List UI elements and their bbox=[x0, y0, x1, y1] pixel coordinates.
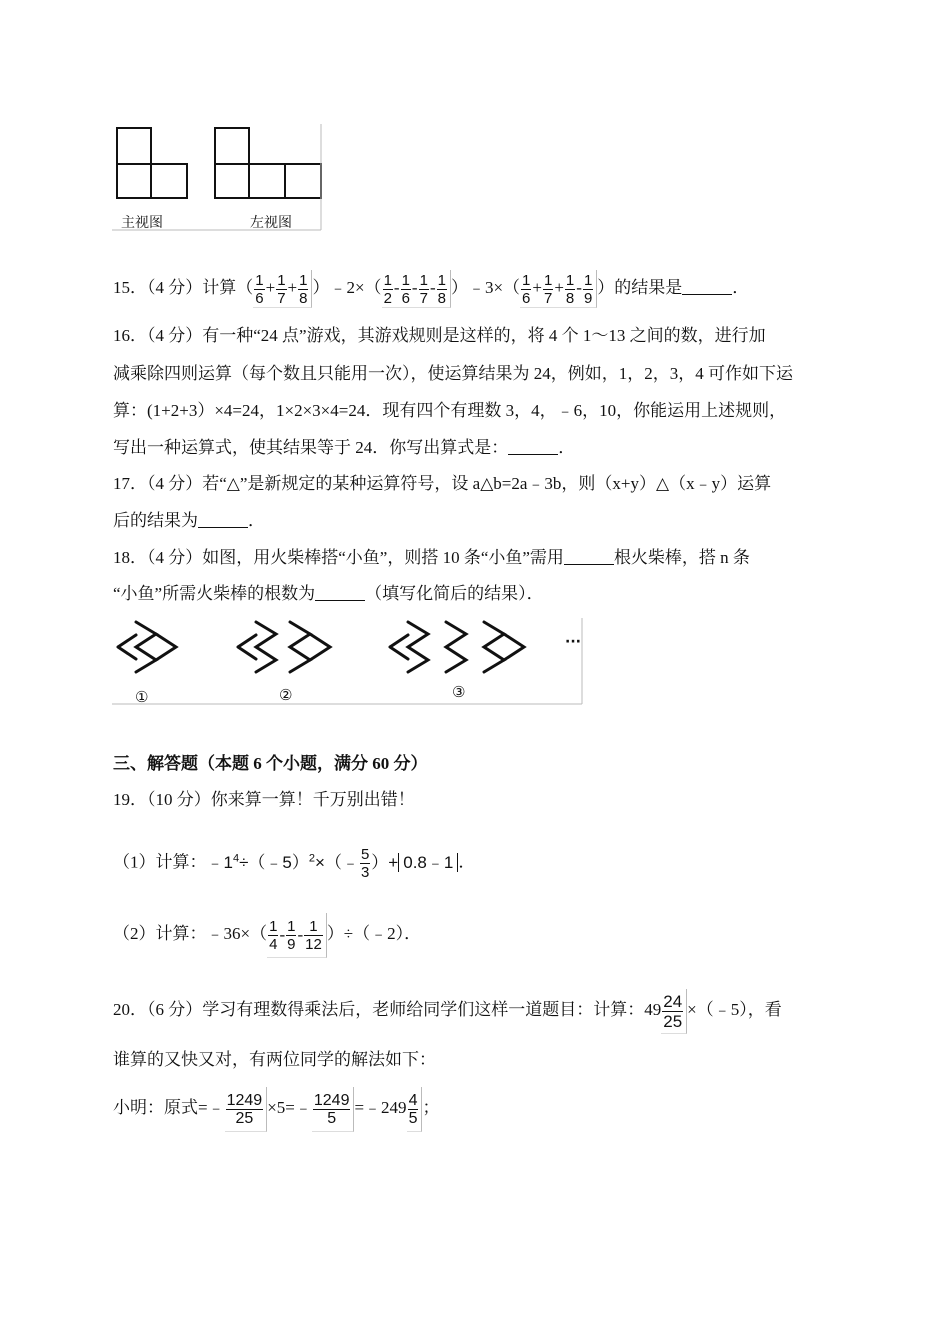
fish-figure-1 bbox=[118, 622, 176, 672]
absolute-value-expression: 0.8﹣1 bbox=[398, 853, 458, 872]
front-view-cell-bl bbox=[117, 164, 151, 198]
q17-answer-blank bbox=[198, 511, 248, 528]
question-18-line-1: 18．（4 分）如图，用火柴棒搭“小鱼”，则搭 10 条“小鱼”需用 根火柴棒，搭 n 条 bbox=[113, 548, 750, 567]
fraction: $\frac{1249}{5}$ bbox=[313, 1092, 350, 1128]
q18-matchstick-fish-figure bbox=[110, 614, 586, 706]
fish-figure-3 bbox=[390, 622, 524, 672]
left-view-cell-1 bbox=[215, 164, 249, 198]
question-17-line-1: 17．（4 分）若“△”是新规定的某种运算符号，设 a△b=2a﹣3b，则（x+y）△（x﹣y）运算 bbox=[113, 474, 772, 493]
question-20-line-2: 谁算的又快又对，有两位同学的解法如下： bbox=[113, 1050, 436, 1069]
q15-fraction-group-c: $\frac{1}{6}$ + $\frac{1}{7}$ + $\frac{1}{8}$ - $\frac{1}{9}$ bbox=[520, 270, 597, 308]
question-19-part-2: （2）计算：﹣36×（ $\frac{1}{4}$ - $\frac{1}{9}$ - $\frac{1}{12}$ ）÷（﹣2）． bbox=[113, 912, 421, 956]
q15-answer-blank bbox=[682, 278, 732, 295]
fraction: $\frac{5}{3}$ bbox=[360, 845, 370, 881]
left-view-cell-top bbox=[215, 128, 249, 164]
fish-label-1: ① bbox=[135, 688, 149, 706]
q15-fraction-group-a: $\frac{1}{6}$ + $\frac{1}{7}$ + $\frac{1}{8}$ bbox=[253, 270, 312, 308]
question-16-line-2: 减乘除四则运算（每个数且只能用一次），使运算结果为 24，例如，1，2，3，4 可作如下运 bbox=[113, 364, 793, 383]
fraction: $\frac{1}{8}$ bbox=[437, 271, 446, 307]
front-view-cell-top bbox=[117, 128, 151, 164]
front-view-cell-br bbox=[151, 164, 187, 198]
question-20-line-1: 20．（6 分）学习有理数得乘法后，老师给同学们这样一道题目：计算：49 $\frac{24}{25}$ ×（﹣5），看 bbox=[113, 988, 782, 1032]
left-view-label: 左视图 bbox=[250, 215, 292, 231]
q15-mid1: ）﹣2×（ bbox=[312, 278, 382, 297]
mixed-fraction: $\frac{24}{25}$ bbox=[663, 992, 683, 1032]
question-19-part-1: （1）计算：$﹣1^4\div(﹣5)^2\times(﹣$ $\frac{5}{3}$ ）+ 0.8﹣1 ． bbox=[113, 845, 476, 881]
fraction: $\frac{1}{8}$ bbox=[299, 271, 308, 307]
fraction: $\frac{1}{6}$ bbox=[522, 271, 531, 307]
fraction: $\frac{1249}{25}$ bbox=[226, 1092, 263, 1128]
question-15: 15．（4 分）计算（ $\frac{1}{6}$ + $\frac{1}{7}$ + $\frac{1}{8}$ ）﹣2×（ $\frac{1}{2}$ - $\frac{1}{6}$ - $\frac{1}{7}$ - $\frac{1}{8}$ ）﹣3×（ $\frac{1}{6}$ + $\frac{1}{7}$ + $\frac{1}{8}$ - $\frac{1}{9}$ ）的结果是 ． bbox=[113, 271, 750, 307]
left-view-cell-3 bbox=[285, 164, 321, 198]
q15-fraction-group-b: $\frac{1}{2}$ - $\frac{1}{6}$ - $\frac{1}{7}$ - $\frac{1}{8}$ bbox=[382, 270, 451, 308]
q15-mid2: ）﹣3×（ bbox=[450, 278, 521, 297]
xiaoming-solution: 小明：原式=﹣ $\frac{1249}{25}$ ×5=﹣ $\frac{1249}{5}$ =﹣249 $\frac{4}{5}$ ； bbox=[113, 1086, 439, 1130]
fraction: $\frac{1}{6}$ bbox=[255, 271, 264, 307]
question-16-line-1: 16．（4 分）有一种“24 点”游戏，其游戏规则是这样的，将 4 个 1～13 之间的数，进行加 bbox=[113, 326, 766, 345]
fish-figure-2 bbox=[238, 622, 330, 672]
fraction: $\frac{1}{7}$ bbox=[419, 271, 428, 307]
q15-prefix: 15．（4 分）计算（ bbox=[113, 278, 254, 297]
fraction: $\frac{1}{6}$ bbox=[401, 271, 410, 307]
q19-p2-fraction-group: $\frac{1}{4}$ - $\frac{1}{9}$ - $\frac{1}{12}$ bbox=[267, 913, 327, 958]
section-3-title: 三、解答题（本题 6 个小题，满分 60 分） bbox=[113, 754, 428, 773]
fish-ellipsis: ··· bbox=[565, 634, 581, 650]
q18-answer-blank-1 bbox=[564, 548, 614, 565]
question-16-line-4: 写出一种运算式，使其结果等于 24．你写出算式是： ． bbox=[113, 438, 576, 457]
question-18-line-2: “小鱼”所需火柴棒的根数为 （填写化简后的结果）． bbox=[113, 584, 544, 603]
front-view-label: 主视图 bbox=[121, 215, 163, 231]
fraction: $\frac{1}{12}$ bbox=[305, 918, 322, 954]
fraction: $\frac{1}{7}$ bbox=[543, 271, 553, 307]
q18-answer-blank-2 bbox=[315, 584, 365, 601]
fish-label-3: ③ bbox=[452, 683, 466, 701]
q15-suffix: ）的结果是 bbox=[597, 278, 683, 297]
fraction: $\frac{1}{8}$ bbox=[565, 271, 575, 307]
fraction: $\frac{1}{9}$ bbox=[287, 918, 296, 954]
question-17-line-2: 后的结果为 ． bbox=[113, 511, 265, 530]
fraction: $\frac{1}{7}$ bbox=[277, 271, 286, 307]
left-view-cell-2 bbox=[249, 164, 285, 198]
question-19-title: 19．（10 分）你来算一算！千万别出错！ bbox=[113, 790, 415, 809]
fraction: $\frac{1}{9}$ bbox=[583, 271, 593, 307]
q16-answer-blank bbox=[508, 438, 558, 455]
fraction: $\frac{1}{4}$ bbox=[269, 918, 278, 954]
fish-label-2: ② bbox=[279, 686, 293, 704]
fraction: $\frac{4}{5}$ bbox=[408, 1092, 418, 1128]
fraction: $\frac{1}{2}$ bbox=[383, 271, 392, 307]
question-16-line-3: 算：(1+2+3）×4=24，1×2×3×4=24．现有四个有理数 3，4，﹣6，10，你能运用上述规则， bbox=[113, 401, 787, 420]
